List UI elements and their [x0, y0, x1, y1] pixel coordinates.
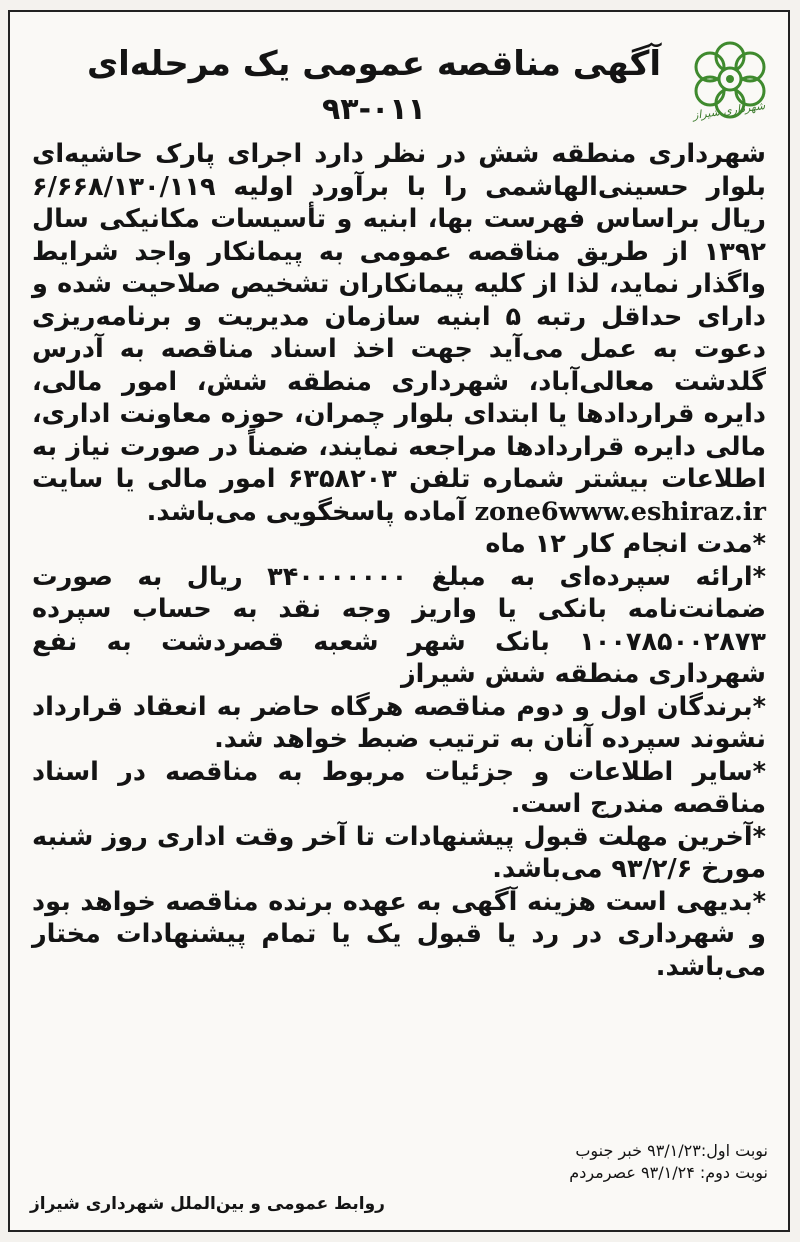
notice-reference: ۹۳-۰۱۱ — [321, 92, 426, 127]
notice-frame — [8, 10, 790, 1232]
second-notice: نوبت دوم: ۹۳/۱/۲۴ عصرمردم — [569, 1163, 768, 1182]
notice-body — [32, 138, 766, 983]
notice-title: آگهی مناقصه عمومی یک مرحله‌ای — [86, 44, 662, 84]
publication-notices — [370, 1140, 768, 1184]
condition-deposit: *ارائه سپرده‌ای به مبلغ ۳۴۰۰۰۰۰۰۰ ریال به صورت ضمانت‌نامه بانکی یا واریز وجه نقد به حساب سپرده ۱۰۰۷۸۵۰۰۲۸۷۳ بانک شهر شعبه قصردشت به نفع شهرداری منطقه شش شیراز — [32, 561, 766, 689]
intro-paragraph — [32, 138, 766, 528]
condition-documents: *سایر اطلاعات و جزئیات مربوط به مناقصه در اسناد مناقصه مندرج است. — [32, 756, 766, 819]
condition-duration: *مدت انجام کار ۱۲ ماه — [485, 529, 766, 559]
condition-cost: *بدیهی است هزینه آگهی به عهده برنده مناقصه خواهد بود و شهرداری در رد یا قبول یک یا تمام پیشنهادات مختار می‌باشد. — [32, 886, 766, 982]
logo-caption: شهرداری شیراز — [692, 99, 766, 122]
website-link[interactable]: zone6www.eshiraz.ir — [474, 496, 766, 527]
intro-end-text: آماده پاسخگویی می‌باشد. — [146, 496, 466, 527]
signature-line: روابط عمومی و بین‌الملل شهرداری شیراز — [30, 1194, 385, 1214]
condition-deadline: *آخرین مهلت قبول پیشنهادات تا آخر وقت اداری روز شنبه مورخ ۹۳/۲/۶ می‌باشد. — [32, 821, 766, 884]
first-notice: نوبت اول:۹۳/۱/۲۳ خبر جنوب — [575, 1141, 768, 1160]
intro-text: شهرداری منطقه شش در نظر دارد اجرای پارک حاشیه‌ای بلوار حسینی‌الهاشمی را با برآورد اولیه ۶/۶۶۸/۱۳۰/۱۱۹ ریال براساس فهرست بها، ابنیه و تأسیسات مکانیکی سال ۱۳۹۲ از طریق مناقصه عمومی به پیمانکار واجد شرایط واگذار نماید، لذا از کلیه پیمانکاران تشخیص صلاحیت شده و دارای حداقل رتبه ۵ ابنیه سازمان مدیریت و برنامه‌ریزی دعوت به عمل می‌آید جهت اخذ اسناد مناقصه به آدرس گلدشت معالی‌آباد، شهرداری منطقه شش، امور مالی، دایره قراردادها یا ابتدای بلوار چمران، حوزه معاونت اداری، مالی دایره قراردادها مراجعه نمایند، ضمناً در صورت نیاز به اطلاعات بیشتر شماره تلفن ۶۳۵۸۲۰۳ امور مالی یا سایت — [32, 139, 766, 494]
condition-winners: *برندگان اول و دوم مناقصه هرگاه حاضر به انعقاد قرارداد نشوند سپرده آنان به ترتیب ضبط خواهد شد. — [32, 691, 766, 754]
